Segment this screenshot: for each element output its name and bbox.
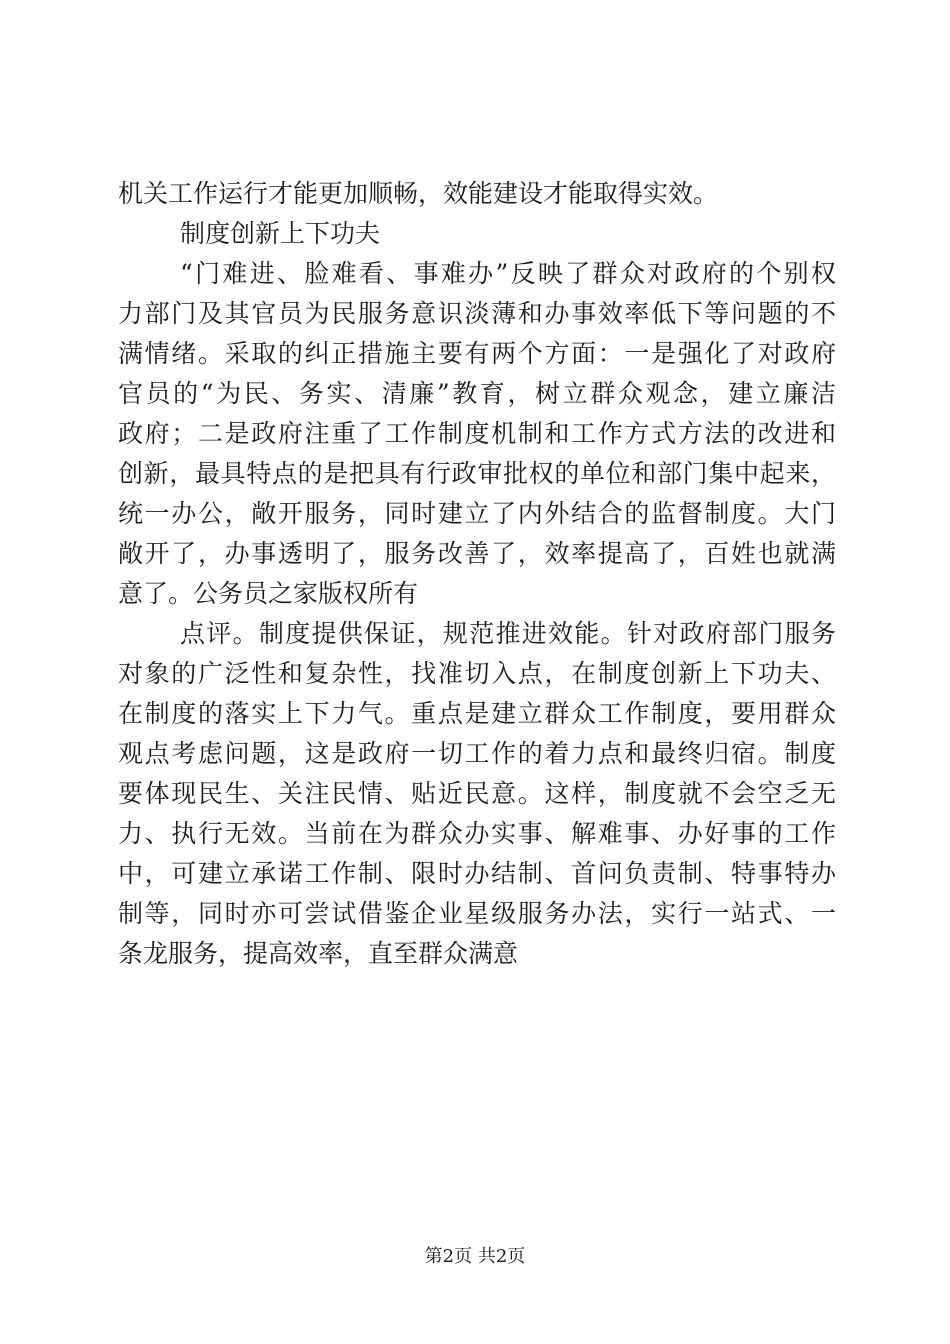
text-line: 机关工作运行才能更加顺畅，效能建设才能取得实效。: [118, 179, 719, 208]
text-line: 观点考虑问题，这是政府一切工作的着力点和最终归宿。制度: [118, 739, 836, 768]
text-line: 创新，最具特点的是把具有行政审批权的单位和部门集中起来，: [118, 459, 836, 488]
text-line: 要体现民生、关注民情、贴近民意。这样，制度就不会空乏无: [118, 779, 836, 808]
text-line: 政府；二是政府注重了工作制度机制和工作方式方法的改进和: [118, 419, 836, 448]
text-line: 意了。公务员之家版权所有: [118, 579, 419, 608]
text-line: 制度创新上下功夫: [180, 219, 381, 248]
text-line: 力、执行无效。当前在为群众办实事、解难事、办好事的工作: [118, 819, 836, 848]
text-line: 力部门及其官员为民服务意识淡薄和办事效率低下等问题的不: [118, 299, 836, 328]
text-line: 在制度的落实上下力气。重点是建立群众工作制度，要用群众: [118, 699, 836, 728]
text-line: 中，可建立承诺工作制、限时办结制、首问负责制、特事特办: [118, 859, 836, 888]
document-body: [118, 174, 836, 974]
text-line: “门难进、脸难看、事难办”反映了群众对政府的个别权: [180, 259, 836, 288]
text-line: 制等，同时亦可尝试借鉴企业星级服务办法，实行一站式、一: [118, 899, 836, 928]
text-line: 条龙服务，提高效率，直至群众满意: [118, 939, 519, 968]
text-line: 统一办公，敞开服务，同时建立了内外结合的监督制度。大门: [118, 499, 836, 528]
text-line: 敞开了，办事透明了，服务改善了，效率提高了，百姓也就满: [118, 539, 836, 568]
text-line: 点评。制度提供保证，规范推进效能。针对政府部门服务: [180, 619, 836, 648]
page-number-footer: 第2页 共2页: [424, 1246, 526, 1267]
text-line: 对象的广泛性和复杂性，找准切入点，在制度创新上下功夫、: [118, 659, 836, 688]
text-line: 官员的“为民、务实、清廉”教育，树立群众观念，建立廉洁: [118, 379, 836, 408]
text-line: 满情绪。采取的纠正措施主要有两个方面：一是强化了对政府: [118, 339, 836, 368]
